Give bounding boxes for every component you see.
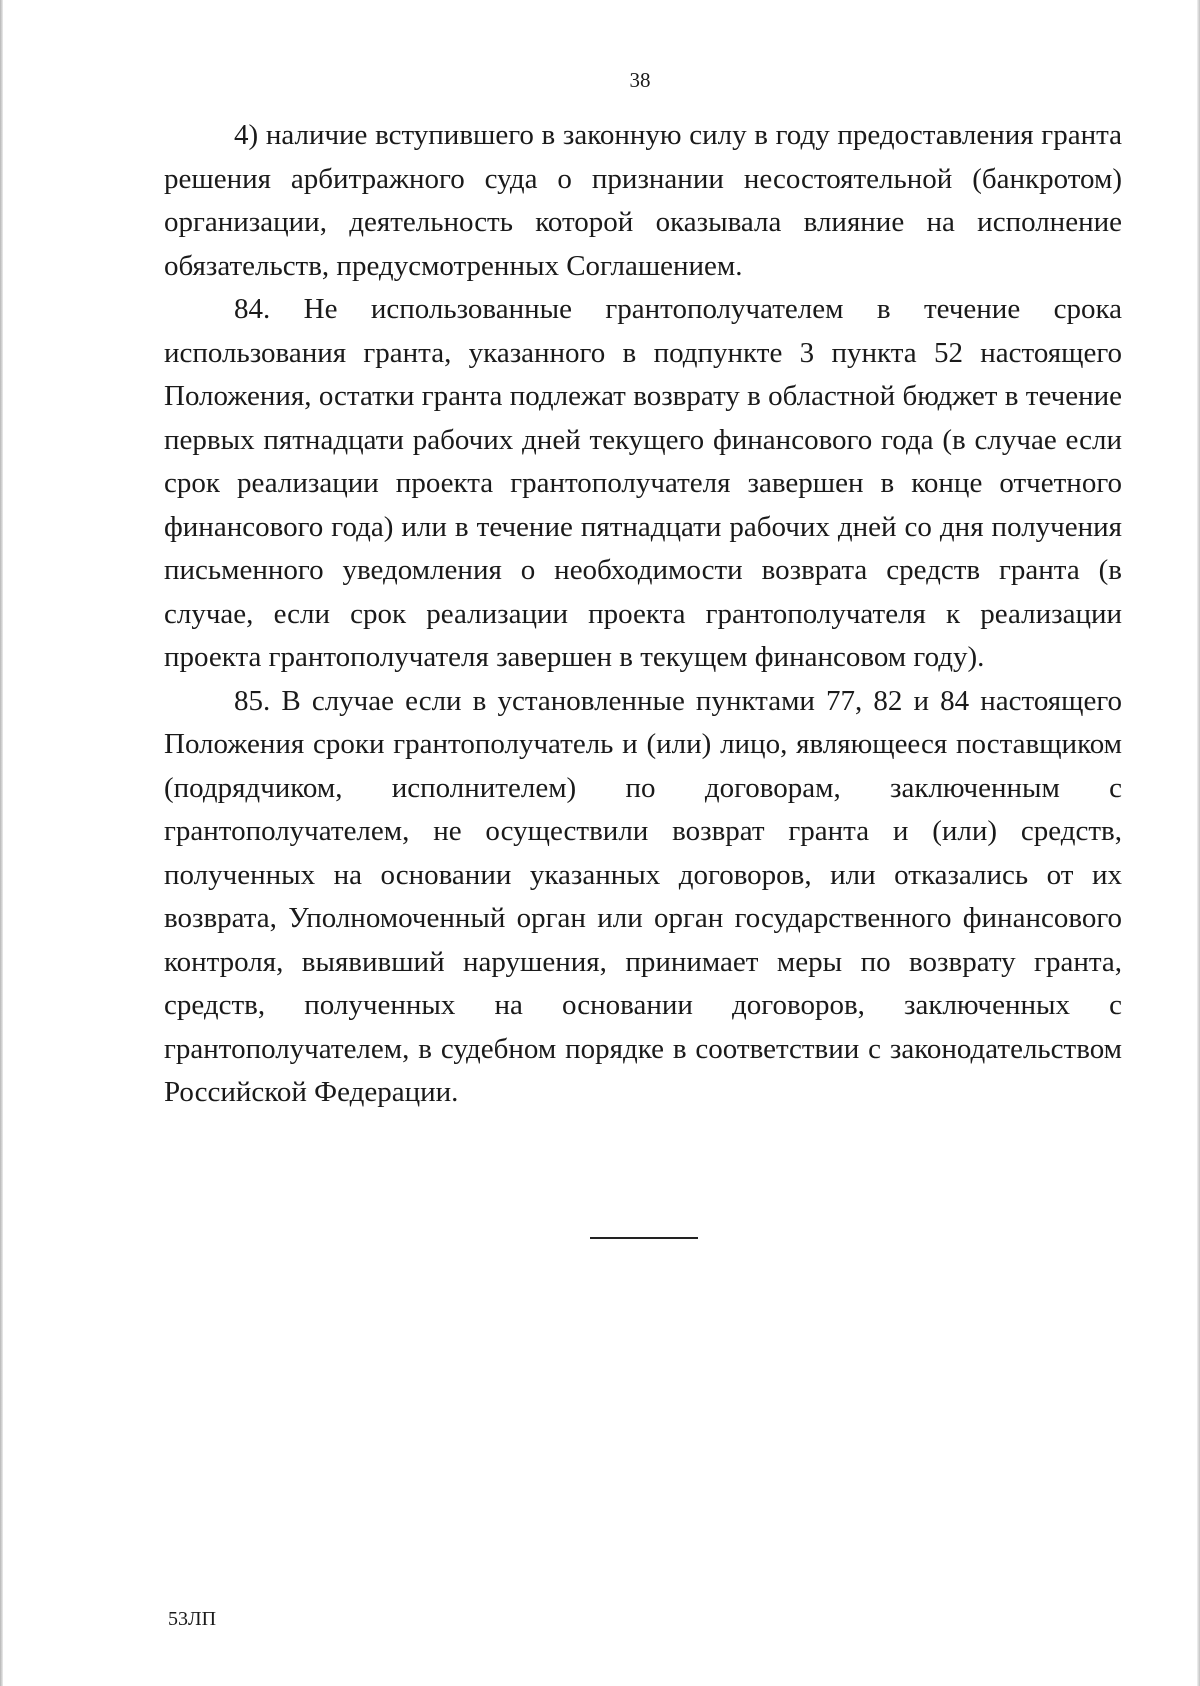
document-body	[164, 114, 1122, 1115]
paragraph-85: 85. В случае если в установленные пунктами 77, 82 и 84 настоящего Положения сроки грантополучатель и (или) лицо, являющееся поставщиком (подрядчиком, исполнителем) по договорам, заключенным с грантополучателем, не осуществили возврат гранта и (или) средств, полученных на основании указанных договоров, или отказались от их возврата, Уполномоченный орган или орган государственного финансового контроля, выявивший нарушения, принимает меры по возврату гранта, средств, полученных на основании договоров, заключенных с грантополучателем, в судебном порядке в соответствии с законодательством Российской Федерации.	[164, 684, 1122, 1108]
scan-edge-left	[0, 0, 3, 1686]
end-separator-line	[590, 1237, 698, 1239]
page-number: 38	[629, 68, 651, 92]
paragraph-84: 84. Не использованные грантополучателем в течение срока использования гранта, указанного в подпункте 3 пункта 52 настоящего Положения, остатки гранта подлежат возврату в областной бюджет в течение первых пятнадцати рабочих дней текущего финансового года (в случае если срок реализации проекта грантополучателя завершен в конце отчетного финансового года) или в течение пятнадцати рабочих дней со дня получения письменного уведомления о необходимости возврата средств гранта (в случае, если срок реализации проекта грантополучателя к реализации проекта грантополучателя завершен в текущем финансовом году).	[164, 293, 1122, 673]
footer-document-code: 53ЛП	[168, 1608, 217, 1630]
paragraph-item-4: 4) наличие вступившего в законную силу в году предоставления гранта решения арбитражного суда о признании несостоятельной (банкротом) организации, деятельность которой оказывала влияние на исполнение обязательств, предусмотренных Соглашением.	[164, 119, 1122, 282]
